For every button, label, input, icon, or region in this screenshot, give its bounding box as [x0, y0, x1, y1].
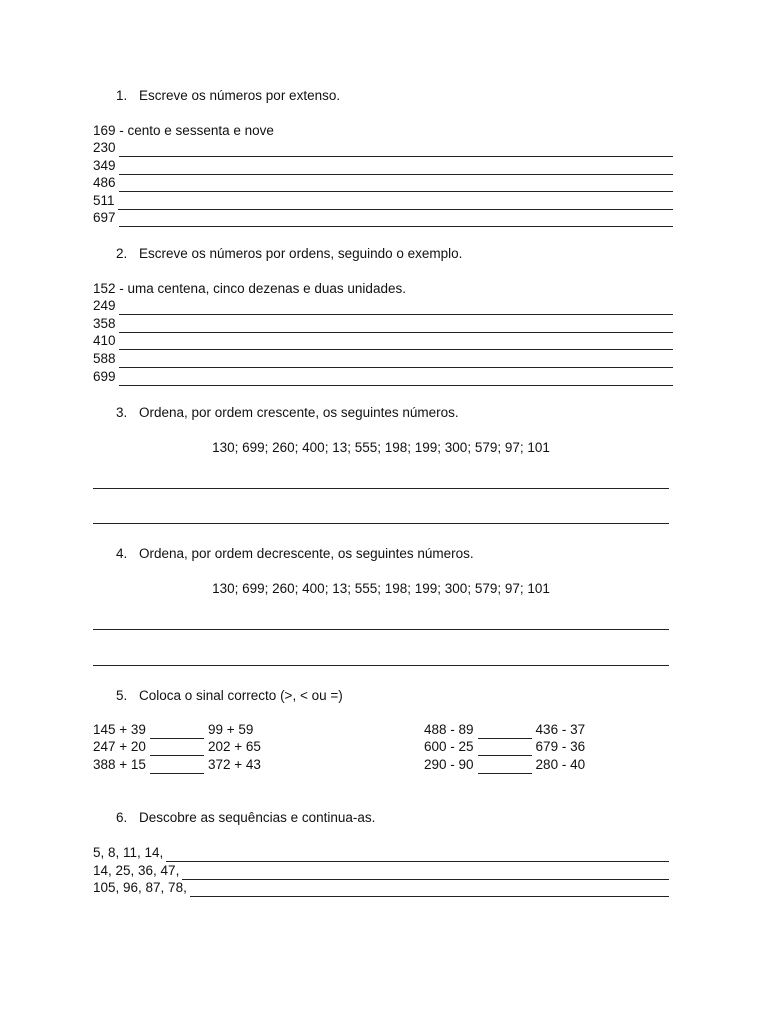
answer-line[interactable]	[190, 883, 669, 897]
q4-text: Ordena, por ordem decrescente, os seguintes números.	[139, 546, 474, 561]
q1-item-label: 486	[93, 175, 116, 190]
q2-title	[116, 245, 462, 263]
q4-title	[116, 545, 474, 563]
comparison-left: 247 + 20	[93, 739, 146, 754]
q2-item-label: 588	[93, 351, 116, 366]
answer-line[interactable]	[119, 301, 673, 315]
sequence-row[interactable]	[93, 844, 669, 862]
answer-line[interactable]	[182, 866, 669, 880]
q5-number: 5.	[116, 688, 128, 703]
answer-line[interactable]	[93, 629, 669, 630]
q3-numbers: 130; 699; 260; 400; 13; 555; 198; 199; 300; 579; 97; 101	[212, 440, 550, 455]
q1-example: 169 - cento e sessenta e nove	[93, 123, 274, 138]
answer-line[interactable]	[119, 213, 673, 227]
answer-line[interactable]	[119, 161, 673, 175]
comparison-row[interactable]	[424, 738, 585, 756]
sign-blank[interactable]	[150, 760, 204, 774]
q2-row[interactable]	[93, 350, 673, 368]
q2-row[interactable]	[93, 332, 673, 350]
comparison-row[interactable]	[424, 756, 585, 774]
comparison-right: 679 - 36	[535, 739, 586, 754]
sign-blank[interactable]	[478, 742, 532, 756]
q1-item-label: 697	[93, 210, 116, 225]
q3-number: 3.	[116, 405, 128, 420]
answer-line[interactable]	[119, 336, 673, 350]
q1-row[interactable]	[93, 139, 673, 157]
q2-item-label: 410	[93, 333, 116, 348]
q4-numbers: 130; 699; 260; 400; 13; 555; 198; 199; 300; 579; 97; 101	[212, 581, 550, 596]
q5-title	[116, 687, 343, 705]
answer-line[interactable]	[119, 143, 673, 157]
q4-number: 4.	[116, 546, 128, 561]
comparison-left: 600 - 25	[424, 739, 474, 754]
answer-line[interactable]	[93, 488, 669, 489]
q3-text: Ordena, por ordem crescente, os seguintes números.	[139, 405, 459, 420]
q2-text: Escreve os números por ordens, seguindo o exemplo.	[139, 246, 463, 261]
answer-line[interactable]	[93, 523, 669, 524]
comparison-right: 99 + 59	[207, 722, 254, 737]
q5-text: Coloca o sinal correcto (>, < ou =)	[139, 688, 343, 703]
q6-number: 6.	[116, 810, 128, 825]
q1-item-label: 230	[93, 140, 116, 155]
sequence-row[interactable]	[93, 879, 669, 897]
comparison-right: 280 - 40	[535, 757, 586, 772]
q1-item-label: 511	[93, 193, 115, 208]
q6-text: Descobre as sequências e continua-as.	[139, 810, 376, 825]
q1-number: 1.	[116, 88, 128, 103]
q1-row[interactable]	[93, 174, 673, 192]
q6-title	[116, 809, 375, 827]
comparison-left: 290 - 90	[424, 757, 474, 772]
q2-number: 2.	[116, 246, 128, 261]
q2-example: 152 - uma centena, cinco dezenas e duas unidades.	[93, 281, 406, 296]
sign-blank[interactable]	[150, 742, 204, 756]
q3-title	[116, 404, 459, 422]
q1-row[interactable]	[93, 209, 673, 227]
sign-blank[interactable]	[478, 725, 532, 739]
comparison-row[interactable]	[93, 721, 253, 739]
q1-row[interactable]	[93, 192, 673, 210]
comparison-row[interactable]	[93, 738, 261, 756]
comparison-left: 388 + 15	[93, 757, 146, 772]
comparison-left: 145 + 39	[93, 722, 146, 737]
sign-blank[interactable]	[150, 725, 204, 739]
comparison-right: 202 + 65	[207, 739, 261, 754]
answer-line[interactable]	[119, 178, 673, 192]
answer-line[interactable]	[118, 196, 673, 210]
comparison-row[interactable]	[424, 721, 585, 739]
comparison-right: 436 - 37	[535, 722, 586, 737]
sequence-start: 5, 8, 11, 14,	[93, 845, 164, 860]
comparison-right: 372 + 43	[207, 757, 261, 772]
sequence-row[interactable]	[93, 862, 669, 880]
answer-line[interactable]	[93, 665, 669, 666]
sign-blank[interactable]	[478, 760, 532, 774]
q2-item-label: 358	[93, 316, 116, 331]
sequence-start: 105, 96, 87, 78,	[93, 880, 187, 895]
answer-line[interactable]	[119, 354, 673, 368]
answer-line[interactable]	[119, 319, 673, 333]
q1-text: Escreve os números por extenso.	[139, 88, 341, 103]
comparison-row[interactable]	[93, 756, 261, 774]
q1-title	[116, 87, 340, 105]
comparison-left: 488 - 89	[424, 722, 474, 737]
sequence-start: 14, 25, 36, 47,	[93, 863, 180, 878]
q2-row[interactable]	[93, 368, 673, 386]
q1-row[interactable]	[93, 157, 673, 175]
answer-line[interactable]	[119, 372, 673, 386]
q2-item-label: 249	[93, 298, 116, 313]
answer-line[interactable]	[166, 848, 669, 862]
q2-item-label: 699	[93, 369, 116, 384]
q2-row[interactable]	[93, 315, 673, 333]
q1-item-label: 349	[93, 158, 116, 173]
q2-row[interactable]	[93, 297, 673, 315]
